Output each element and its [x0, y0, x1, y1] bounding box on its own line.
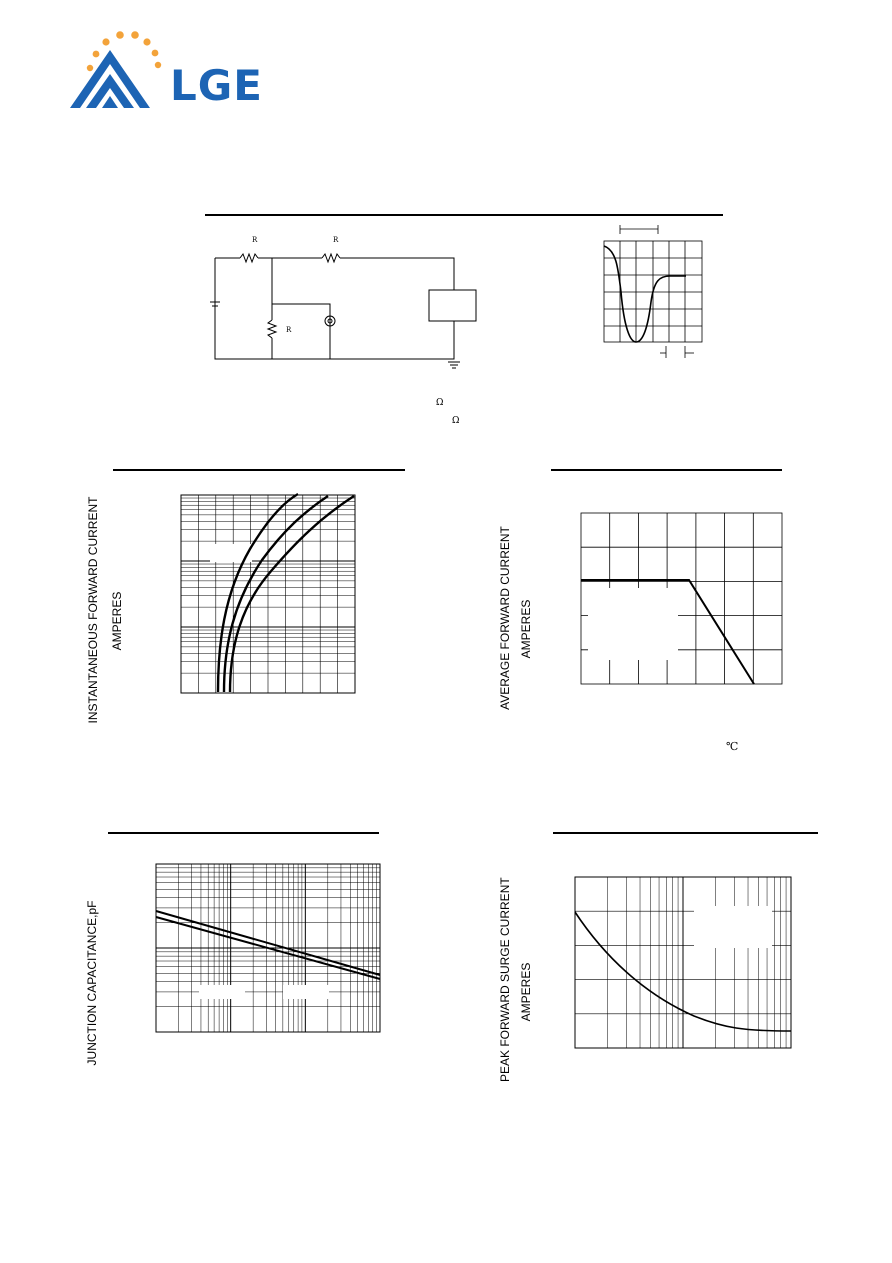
label-mask [199, 985, 245, 999]
label-mask [283, 985, 329, 999]
fig3-chart [155, 863, 381, 1033]
series-line [218, 494, 298, 692]
logo [68, 28, 293, 116]
fig2-ylabel-1: AVERAGE FORWARD CURRENT [498, 526, 512, 710]
logo-mark-icon [68, 28, 163, 113]
ohm-symbol-1: Ω [436, 398, 444, 408]
fig4-ylabel-2: AMPERES [519, 962, 533, 1022]
fig1-ylabel-2: AMPERES [110, 591, 124, 651]
test-circuit-diagram [210, 232, 480, 372]
svg-text:R: R [252, 236, 258, 244]
svg-text:R: R [333, 236, 339, 244]
fig2-unit-celsius: ℃ [726, 740, 739, 753]
fig1-chart [180, 494, 356, 694]
fig3-ylabel: JUNCTION CAPACITANCE,pF [85, 900, 99, 1066]
fig1-rule [113, 469, 405, 471]
fig4-rule [553, 832, 818, 834]
fig2-rule [551, 469, 782, 471]
series-line [156, 911, 380, 975]
fig3-rule [108, 832, 379, 834]
fig2-chart [580, 512, 784, 686]
label-mask [694, 906, 772, 948]
fig4-chart [574, 876, 792, 1050]
fig2-ylabel-2: AMPERES [519, 599, 533, 659]
svg-text:R: R [286, 326, 292, 334]
section-rule-top [205, 214, 723, 216]
fig4-ylabel-1: PEAK FORWARD SURGE CURRENT [498, 877, 512, 1082]
recovery-waveform [598, 222, 708, 362]
fig1-ylabel-1: INSTANTANEOUS FORWARD CURRENT [86, 496, 100, 724]
logo-text: LGE [170, 61, 263, 110]
series-line [224, 496, 328, 692]
ohm-symbol-2: Ω [452, 416, 460, 426]
